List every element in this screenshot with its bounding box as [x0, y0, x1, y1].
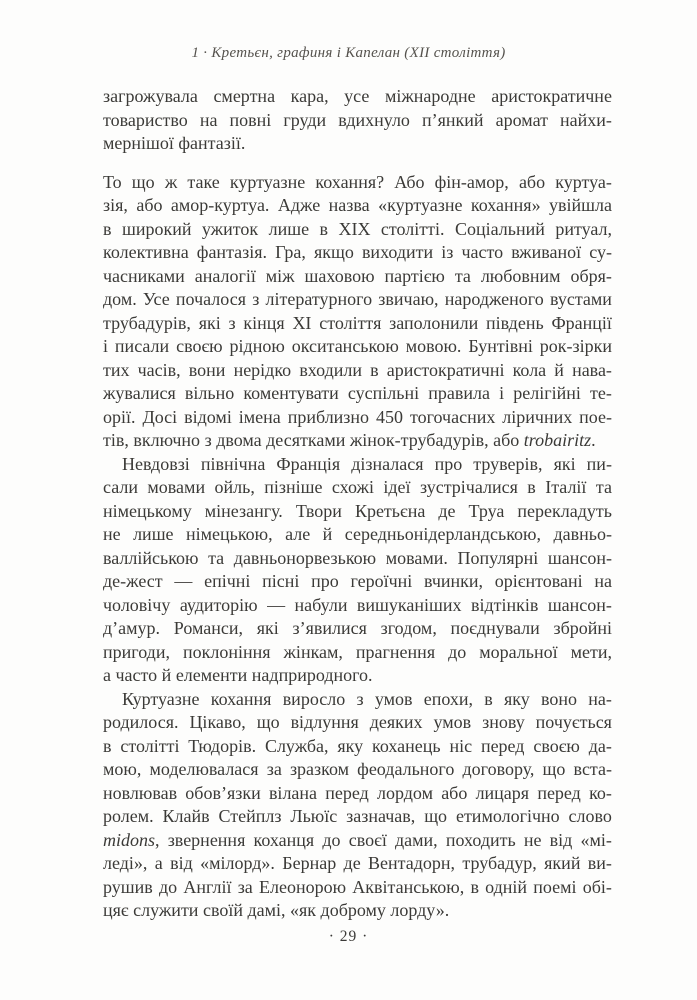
text-line: німецькому мінезангу. Твори Кретьєна де Труа перекладуть [103, 500, 612, 521]
text-line: тів, включно з двома десятками жінок-трубадурів, або trobairitz. [103, 430, 596, 450]
text-line: пригоди, поклоніння жінкам, прагнення до моральної мети, [103, 641, 612, 662]
text-line: орії. Досі відомі імена приблизно 450 тогочасних ліричних пое- [103, 406, 612, 427]
text-line: ролем. Клайв Стейплз Льюїс зазначав, що етимологічно слово [103, 806, 612, 826]
text-line: часниками аналогії між шаховою партією та любовним обря- [103, 265, 612, 286]
paragraph [103, 688, 612, 923]
text-line: валлійською та давньонорвезькою мовами. Популярні шансон- [103, 547, 612, 568]
text-line: трубадурів, які з кінця XI століття заполонили південь Франції [103, 312, 612, 333]
text-line: рушив до Англії за Елеонорою Аквітанською, в одній поемі обі- [103, 876, 612, 897]
text-line: д’амур. Романси, які з’явилися згодом, поєднували збройні [103, 618, 612, 638]
text-line: То що ж таке куртуазне кохання? Або фін-амор, або куртуа- [103, 171, 612, 192]
text-line: цяє служити своїй дамі, «як доброму лорду». [103, 900, 450, 920]
text-line: в широкий ужиток лише в XIX столітті. Соціальний ритуал, [103, 218, 612, 239]
text-line: midons, звернення коханця до своєї дами, походить не від «мі- [103, 829, 612, 850]
text-line: колективна фантазія. Гра, якщо виходити із часто вживаної су- [103, 242, 612, 262]
text-line: де-жест — епічні пісні про героїчні вчинки, орієнтовані на [103, 571, 612, 591]
paragraph [103, 85, 612, 156]
text-line: товариство на повні груди вдихнуло п’янкий аромат найхи- [103, 109, 612, 130]
text-line: сали мовами ойль, пізніше схожі ідеї зустрічалися в Італії та [103, 477, 612, 497]
paragraph [103, 171, 612, 453]
text-line: зія, або амор-куртуа. Адже назва «куртуазне кохання» увійшла [103, 195, 612, 215]
text-line: в столітті Тюдорів. Служба, яку коханець ніс перед своєю да- [103, 735, 612, 756]
text-line: а часто й елементи надприродного. [103, 665, 373, 685]
text-line: Куртуазне кохання виросло з умов епохи, в яку воно на- [122, 688, 612, 709]
text-line: дом. Усе почалося з літературного звичаю, народженого вустами [103, 289, 612, 309]
text-line: леді», а від «мілорд». Бернар де Вентадорн, трубадур, який ви- [103, 853, 612, 873]
text-line: новлював обов’язки вілана перед лордом або лицаря перед ко- [103, 782, 612, 803]
text-line: Невдовзі північна Франція дізналася про труверів, які пи- [122, 453, 612, 474]
text-line: жувалися вільно коментувати суспільні правила і релігійні те- [103, 383, 612, 403]
text-line: чоловічу аудиторію — набули вишуканіших відтінків шансон- [103, 594, 612, 615]
running-header: 1 · Кретьєн, графиня і Капелан (XII століття) [191, 45, 506, 61]
paragraph [103, 453, 612, 688]
text-line: не лише німецькою, але й середньонідерландською, давньо- [103, 524, 612, 544]
text-line: мою, моделювалася за зразком феодального договору, що вста- [103, 759, 612, 779]
text-line: тих часів, вони нерідко входили в аристократичні кола й нава- [103, 359, 612, 380]
text-line: родилося. Цікаво, що відлуння деяких умов знову почується [103, 712, 612, 732]
page-number: · 29 · [328, 928, 369, 945]
text-block [103, 85, 612, 923]
text-line: загрожувала смертна кара, усе міжнародне аристократичне [103, 86, 612, 106]
text-line: і писали своєю рідною окситанською мовою. Бунтівні рок-зірки [103, 336, 612, 356]
text-line: мернішої фантазії. [103, 133, 246, 153]
